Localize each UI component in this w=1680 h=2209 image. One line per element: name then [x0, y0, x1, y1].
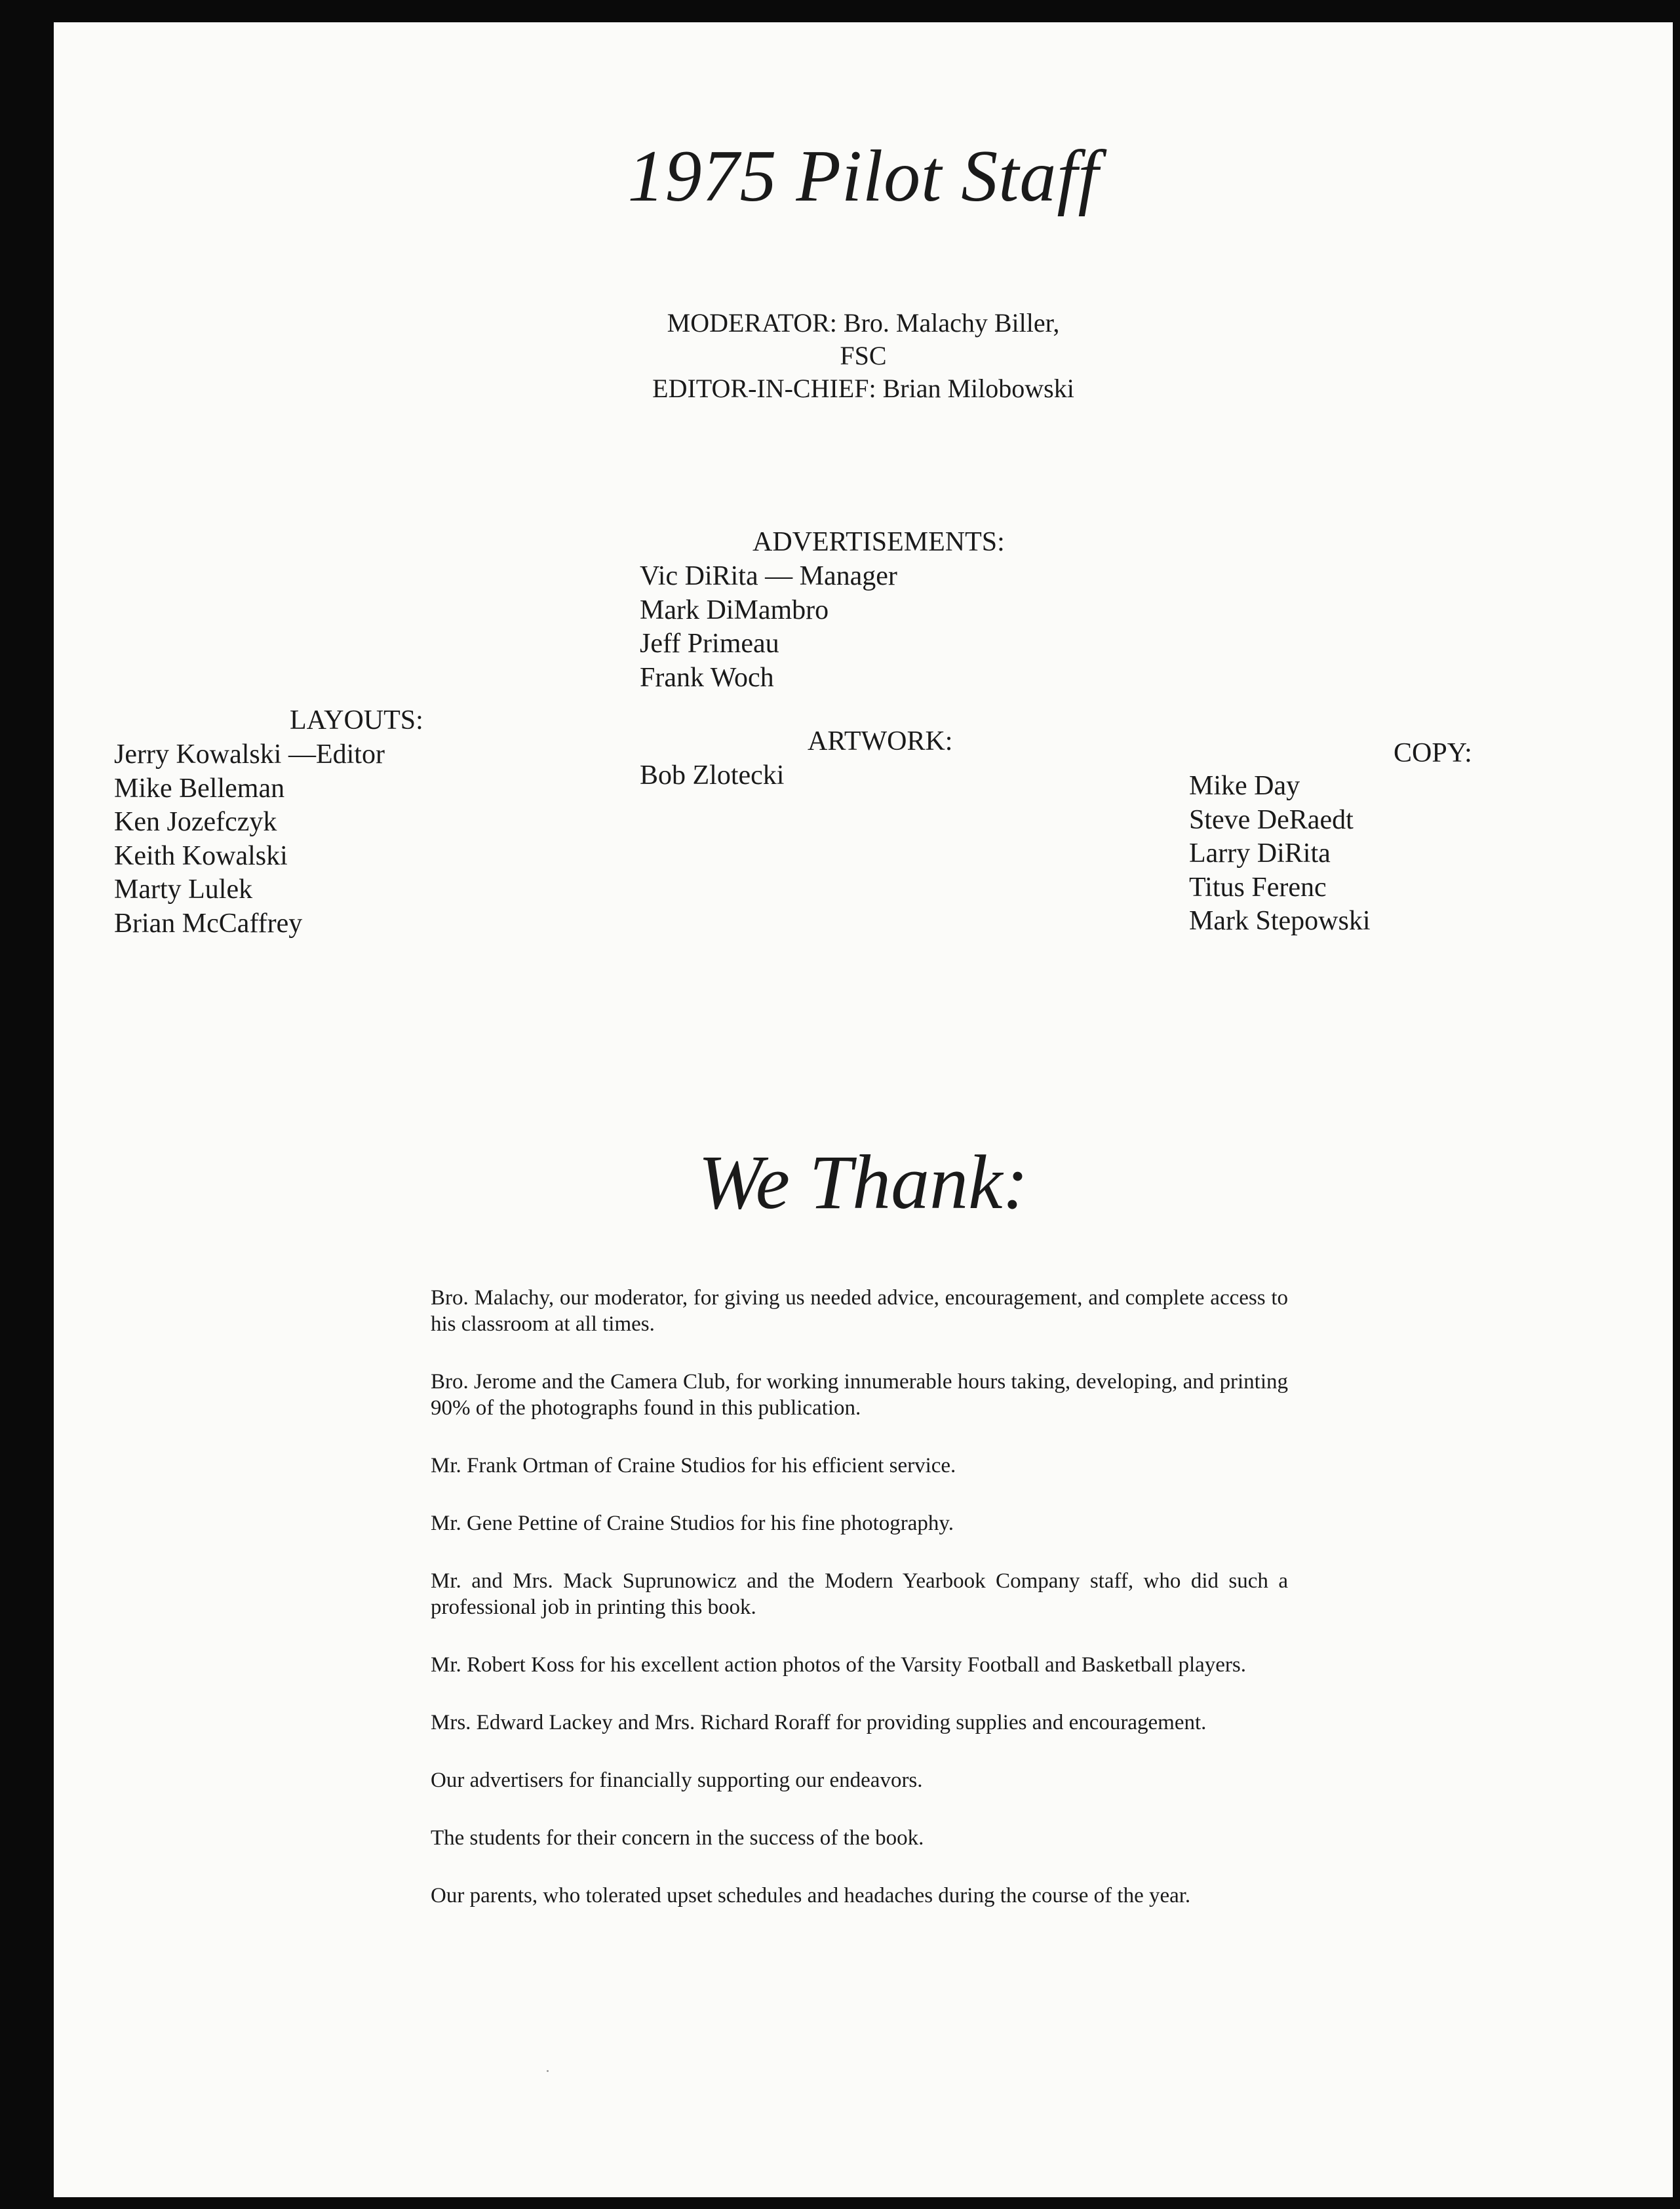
copy-list [1189, 770, 1371, 939]
moderator-suffix: FSC [840, 341, 887, 370]
list-item: Mark Stepowski [1189, 906, 1371, 936]
list-item: Steve DeRaedt [1189, 804, 1354, 835]
list-item: Jeff Primeau [640, 629, 779, 659]
artwork-heading: ARTWORK: [808, 726, 953, 756]
editor-line: EDITOR-IN-CHIEF: Brian Milobowski [652, 374, 1074, 403]
advertisements-heading: ADVERTISEMENTS: [752, 527, 1005, 557]
list-item: Frank Woch [640, 662, 774, 693]
staff-heads [54, 307, 1673, 405]
list-item: Mark DiMambro [640, 595, 829, 625]
thanks-item: Mrs. Edward Lackey and Mrs. Richard Roraff for providing supplies and encouragement. [431, 1711, 1207, 1734]
list-item: Vic DiRita — Manager [640, 561, 897, 591]
thanks-item: Mr. Frank Ortman of Craine Studios for his efficient service. [431, 1454, 956, 1477]
moderator-line: MODERATOR: Bro. Malachy Biller, [667, 308, 1060, 338]
list-item: Keith Kowalski [114, 840, 288, 871]
list-item: Jerry Kowalski —Editor [114, 739, 385, 770]
list-item: Mike Belleman [114, 773, 285, 804]
layouts-heading: LAYOUTS: [290, 705, 423, 735]
thanks-list [431, 1285, 1288, 1940]
yearbook-page [54, 22, 1673, 2197]
layouts-list [114, 738, 385, 941]
list-item: Titus Ferenc [1189, 872, 1327, 903]
thanks-item: Bro. Malachy, our moderator, for giving us needed advice, encouragement, and complete access to his classroom at all times. [431, 1286, 1288, 1336]
thanks-item: Our parents, who tolerated upset schedules and headaches during the course of the year. [431, 1884, 1191, 1907]
list-item: Bob Zlotecki [640, 760, 785, 791]
thanks-item: Bro. Jerome and the Camera Club, for working innumerable hours taking, developing, and printing 90% of the photographs found in this publication. [431, 1370, 1288, 1420]
print-speck [547, 2070, 549, 2072]
list-item: Ken Jozefczyk [114, 807, 277, 837]
copy-heading: COPY: [1394, 738, 1472, 768]
advertisements-list [640, 560, 897, 695]
thanks-item: The students for their concern in the success of the book. [431, 1826, 924, 1850]
thanks-item: Mr. Robert Koss for his excellent action photos of the Varsity Football and Basketball players. [431, 1653, 1247, 1677]
list-item: Mike Day [1189, 771, 1300, 801]
thanks-item: Our advertisers for financially supporting our endeavors. [431, 1769, 923, 1792]
list-item: Larry DiRita [1189, 838, 1331, 869]
thanks-heading: We Thank: [698, 1139, 1028, 1225]
thanks-item: Mr. and Mrs. Mack Suprunowicz and the Modern Yearbook Company staff, who did such a professional job in printing this book. [431, 1569, 1288, 1619]
page-title: 1975 Pilot Staff [627, 136, 1099, 217]
list-item: Marty Lulek [114, 874, 253, 905]
list-item: Brian McCaffrey [114, 908, 303, 939]
artwork-list [640, 759, 784, 793]
thanks-item: Mr. Gene Pettine of Craine Studios for his fine photography. [431, 1512, 954, 1535]
